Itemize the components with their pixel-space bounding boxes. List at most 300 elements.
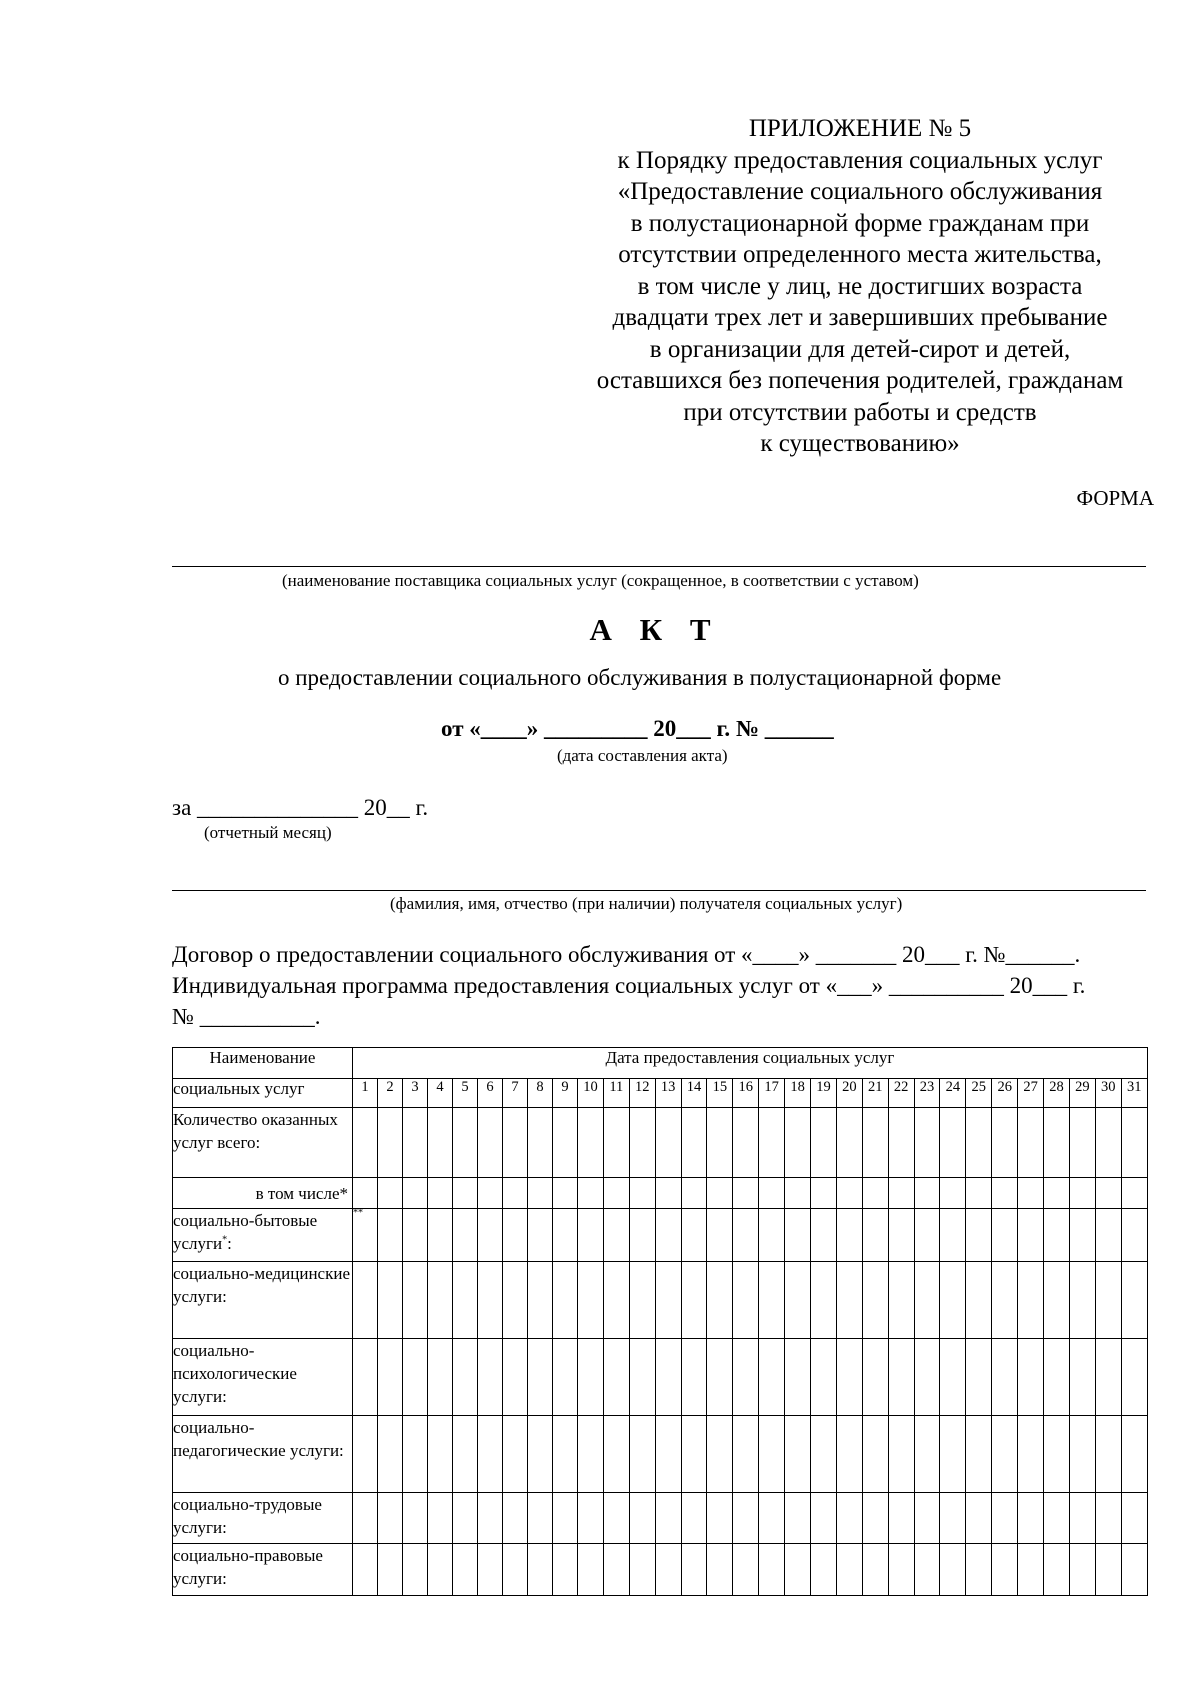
day-cell bbox=[629, 1178, 655, 1209]
day-cell bbox=[603, 1209, 629, 1262]
day-cell bbox=[428, 1209, 453, 1262]
day-cell bbox=[811, 1108, 837, 1178]
day-cell bbox=[553, 1544, 578, 1596]
day-cell bbox=[603, 1178, 629, 1209]
day-cell bbox=[681, 1544, 707, 1596]
day-cell bbox=[940, 1209, 966, 1262]
day-header-cell: 5 bbox=[453, 1079, 478, 1108]
day-cell bbox=[378, 1108, 403, 1178]
appendix-line: к существованию» bbox=[760, 430, 960, 457]
day-cell bbox=[428, 1493, 453, 1544]
day-cell bbox=[528, 1108, 553, 1178]
day-cell bbox=[578, 1544, 604, 1596]
day-cell bbox=[836, 1262, 862, 1339]
day-cell bbox=[629, 1339, 655, 1416]
day-header-cell: 27 bbox=[1018, 1079, 1044, 1108]
day-cell bbox=[707, 1493, 733, 1544]
appendix-line: в том числе у лиц, не достигших возраста bbox=[637, 272, 1083, 300]
day-cell bbox=[655, 1416, 681, 1493]
day-cell bbox=[836, 1416, 862, 1493]
day-cell bbox=[1018, 1209, 1044, 1262]
day-cell bbox=[914, 1544, 940, 1596]
day-cell bbox=[528, 1178, 553, 1209]
day-cell bbox=[553, 1493, 578, 1544]
day-cell bbox=[528, 1416, 553, 1493]
day-cell bbox=[578, 1493, 604, 1544]
day-cell bbox=[707, 1108, 733, 1178]
day-cell bbox=[353, 1262, 378, 1339]
day-cell bbox=[1044, 1262, 1070, 1339]
day-cell bbox=[707, 1262, 733, 1339]
contract-line: Договор о предоставлении социального обслуживания от «____» _______ 20___ г. №______. bbox=[172, 942, 1081, 967]
day-cell bbox=[478, 1108, 503, 1178]
day-cell bbox=[733, 1108, 759, 1178]
table-row bbox=[173, 1178, 1148, 1209]
day-cell bbox=[914, 1339, 940, 1416]
day-cell bbox=[966, 1339, 992, 1416]
day-cell bbox=[1095, 1262, 1121, 1339]
day-cell bbox=[453, 1178, 478, 1209]
day-cell bbox=[862, 1339, 888, 1416]
day-header-cell: 2 bbox=[378, 1079, 403, 1108]
day-header-cell: 1 bbox=[353, 1079, 378, 1108]
day-cell bbox=[655, 1339, 681, 1416]
day-cell bbox=[733, 1544, 759, 1596]
day-header-cell: 28 bbox=[1044, 1079, 1070, 1108]
day-cell bbox=[681, 1209, 707, 1262]
row-label-pedagogical: социально-педагогические услуги: bbox=[173, 1416, 353, 1493]
day-cell bbox=[353, 1339, 378, 1416]
day-cell bbox=[1069, 1339, 1095, 1416]
day-cell bbox=[528, 1339, 553, 1416]
day-cell bbox=[888, 1108, 914, 1178]
day-cell bbox=[478, 1416, 503, 1493]
day-cell bbox=[681, 1262, 707, 1339]
day-cell bbox=[836, 1178, 862, 1209]
day-cell bbox=[478, 1262, 503, 1339]
day-cell bbox=[1044, 1178, 1070, 1209]
day-cell bbox=[503, 1209, 528, 1262]
day-cell bbox=[553, 1339, 578, 1416]
day-header-cell: 3 bbox=[403, 1079, 428, 1108]
day-cell bbox=[992, 1178, 1018, 1209]
day-cell bbox=[811, 1544, 837, 1596]
day-cell bbox=[378, 1262, 403, 1339]
day-cell bbox=[733, 1339, 759, 1416]
day-cell bbox=[1044, 1339, 1070, 1416]
table-header-row bbox=[173, 1048, 1148, 1079]
day-cell bbox=[785, 1493, 811, 1544]
day-cell bbox=[681, 1493, 707, 1544]
day-cell bbox=[1044, 1416, 1070, 1493]
recipient-caption: (фамилия, имя, отчество (при наличии) получателя социальных услуг) bbox=[390, 894, 903, 913]
day-header-cell: 13 bbox=[655, 1079, 681, 1108]
day-cell bbox=[378, 1544, 403, 1596]
day-cell bbox=[403, 1178, 428, 1209]
day-cell bbox=[966, 1262, 992, 1339]
day-cell bbox=[1018, 1339, 1044, 1416]
day-cell bbox=[862, 1416, 888, 1493]
act-subtitle: о предоставлении социального обслуживания в полустационарной форме bbox=[278, 665, 1002, 690]
day-cell bbox=[759, 1262, 785, 1339]
day-cell bbox=[655, 1544, 681, 1596]
day-cell bbox=[785, 1178, 811, 1209]
day-cell bbox=[453, 1544, 478, 1596]
day-cell bbox=[1121, 1416, 1147, 1493]
day-cell bbox=[1121, 1262, 1147, 1339]
day-cell bbox=[836, 1108, 862, 1178]
day-cell bbox=[453, 1262, 478, 1339]
day-cell bbox=[862, 1209, 888, 1262]
day-cell bbox=[785, 1209, 811, 1262]
day-cell bbox=[1095, 1178, 1121, 1209]
day-header-cell: 11 bbox=[603, 1079, 629, 1108]
day-cell bbox=[378, 1339, 403, 1416]
day-cell bbox=[453, 1493, 478, 1544]
day-cell bbox=[453, 1209, 478, 1262]
day-cell bbox=[1069, 1416, 1095, 1493]
day-cell bbox=[862, 1262, 888, 1339]
day-cell bbox=[759, 1493, 785, 1544]
day-cell bbox=[862, 1108, 888, 1178]
day-cell bbox=[785, 1108, 811, 1178]
day-cell bbox=[940, 1262, 966, 1339]
day-cell bbox=[1044, 1544, 1070, 1596]
act-date-line: от «____» _________ 20___ г. № ______ bbox=[441, 716, 834, 741]
day-cell bbox=[428, 1178, 453, 1209]
day-cell bbox=[1095, 1544, 1121, 1596]
day-cell bbox=[553, 1108, 578, 1178]
day-header-cell: 25 bbox=[966, 1079, 992, 1108]
day-cell bbox=[759, 1416, 785, 1493]
days-header-row bbox=[173, 1079, 1148, 1108]
day-cell bbox=[629, 1544, 655, 1596]
day-cell bbox=[914, 1108, 940, 1178]
day-cell bbox=[914, 1262, 940, 1339]
appendix-line: в полустационарной форме гражданам при bbox=[630, 209, 1090, 237]
day-cell bbox=[478, 1544, 503, 1596]
appendix-line: оставшихся без попечения родителей, гражданам bbox=[596, 367, 1124, 394]
day-cell bbox=[578, 1339, 604, 1416]
day-cell bbox=[1121, 1209, 1147, 1262]
day-cell bbox=[1044, 1493, 1070, 1544]
day-cell bbox=[428, 1416, 453, 1493]
day-cell bbox=[1018, 1262, 1044, 1339]
day-cell bbox=[759, 1339, 785, 1416]
day-cell bbox=[681, 1108, 707, 1178]
day-cell bbox=[733, 1262, 759, 1339]
day-cell bbox=[378, 1178, 403, 1209]
day-cell bbox=[681, 1339, 707, 1416]
day-cell bbox=[578, 1262, 604, 1339]
program-number-line: № __________. bbox=[172, 1004, 321, 1029]
table-row bbox=[173, 1544, 1148, 1596]
day-cell bbox=[478, 1339, 503, 1416]
day-cell bbox=[553, 1262, 578, 1339]
day-cell bbox=[403, 1544, 428, 1596]
reporting-period-caption: (отчетный месяц) bbox=[204, 823, 332, 842]
day-cell bbox=[1095, 1416, 1121, 1493]
services-table bbox=[172, 1047, 1148, 1596]
day-cell bbox=[353, 1544, 378, 1596]
day-cell bbox=[811, 1493, 837, 1544]
day-cell bbox=[1095, 1209, 1121, 1262]
day-cell bbox=[503, 1544, 528, 1596]
day-cell bbox=[655, 1209, 681, 1262]
day-cell bbox=[353, 1178, 378, 1209]
day-header-cell: 6 bbox=[478, 1079, 503, 1108]
day-cell bbox=[353, 1209, 378, 1262]
day-cell bbox=[785, 1416, 811, 1493]
day-cell bbox=[528, 1493, 553, 1544]
day-cell bbox=[528, 1544, 553, 1596]
day-cell bbox=[888, 1262, 914, 1339]
day-cell bbox=[403, 1108, 428, 1178]
day-header-cell: 22 bbox=[888, 1079, 914, 1108]
day-cell bbox=[811, 1339, 837, 1416]
day-cell bbox=[888, 1339, 914, 1416]
day-header-cell: 14 bbox=[681, 1079, 707, 1108]
day-cell bbox=[553, 1178, 578, 1209]
day-cell bbox=[1069, 1209, 1095, 1262]
day-cell bbox=[428, 1544, 453, 1596]
day-cell bbox=[992, 1339, 1018, 1416]
day-cell bbox=[862, 1544, 888, 1596]
day-cell bbox=[759, 1544, 785, 1596]
day-cell bbox=[629, 1493, 655, 1544]
day-cell bbox=[629, 1416, 655, 1493]
appendix-header bbox=[560, 113, 1160, 460]
day-cell bbox=[707, 1178, 733, 1209]
day-cell bbox=[603, 1339, 629, 1416]
day-cell bbox=[888, 1178, 914, 1209]
day-cell bbox=[403, 1339, 428, 1416]
day-cell bbox=[681, 1416, 707, 1493]
day-cell bbox=[707, 1544, 733, 1596]
day-cell bbox=[811, 1209, 837, 1262]
day-cell bbox=[785, 1339, 811, 1416]
day-cell bbox=[914, 1493, 940, 1544]
day-cell bbox=[478, 1178, 503, 1209]
day-cell bbox=[1018, 1178, 1044, 1209]
day-cell bbox=[603, 1108, 629, 1178]
day-cell bbox=[785, 1544, 811, 1596]
day-cell bbox=[629, 1209, 655, 1262]
day-cell bbox=[940, 1493, 966, 1544]
row-label-labor: социально-трудовые услуги: bbox=[173, 1493, 353, 1544]
day-cell bbox=[578, 1416, 604, 1493]
form-label: ФОРМА bbox=[1076, 486, 1154, 510]
footnote-mark: ** bbox=[353, 1207, 363, 1219]
day-cell bbox=[811, 1262, 837, 1339]
day-cell bbox=[733, 1416, 759, 1493]
day-cell bbox=[1121, 1493, 1147, 1544]
day-cell bbox=[655, 1108, 681, 1178]
day-cell bbox=[1018, 1493, 1044, 1544]
day-cell bbox=[503, 1262, 528, 1339]
day-cell bbox=[655, 1493, 681, 1544]
day-cell bbox=[862, 1493, 888, 1544]
day-cell bbox=[940, 1416, 966, 1493]
day-cell bbox=[1069, 1544, 1095, 1596]
day-header-cell: 16 bbox=[733, 1079, 759, 1108]
day-cell bbox=[836, 1209, 862, 1262]
day-cell bbox=[966, 1416, 992, 1493]
day-cell bbox=[353, 1416, 378, 1493]
day-cell bbox=[453, 1416, 478, 1493]
day-header-cell: 15 bbox=[707, 1079, 733, 1108]
appendix-line: к Порядку предоставления социальных услуг bbox=[617, 146, 1103, 174]
table-row bbox=[173, 1108, 1148, 1178]
day-header-cell: 7 bbox=[503, 1079, 528, 1108]
day-cell bbox=[966, 1178, 992, 1209]
day-cell bbox=[1069, 1178, 1095, 1209]
day-cell bbox=[681, 1178, 707, 1209]
appendix-line: отсутствии определенного места жительства, bbox=[618, 241, 1102, 268]
row-label-household bbox=[173, 1209, 353, 1262]
day-header-cell: 17 bbox=[759, 1079, 785, 1108]
day-cell bbox=[914, 1178, 940, 1209]
table-row bbox=[173, 1493, 1148, 1544]
reporting-period-line: за ______________ 20__ г. bbox=[172, 795, 429, 820]
table-row bbox=[173, 1416, 1148, 1493]
day-cell bbox=[603, 1262, 629, 1339]
name-column-header: Наименование bbox=[173, 1048, 353, 1079]
day-cell bbox=[992, 1262, 1018, 1339]
day-cell bbox=[528, 1262, 553, 1339]
table-row bbox=[173, 1262, 1148, 1339]
name-column-header-bottom: социальных услуг bbox=[173, 1079, 353, 1108]
footnote-mark: * bbox=[222, 1234, 228, 1246]
day-cell bbox=[403, 1493, 428, 1544]
day-cell bbox=[553, 1416, 578, 1493]
appendix-line: ПРИЛОЖЕНИЕ № 5 bbox=[748, 115, 972, 142]
day-cell bbox=[862, 1178, 888, 1209]
day-cell bbox=[378, 1416, 403, 1493]
day-cell bbox=[503, 1178, 528, 1209]
day-cell bbox=[733, 1209, 759, 1262]
day-cell bbox=[992, 1416, 1018, 1493]
row-label-total: Количество оказанных услуг всего: bbox=[173, 1108, 353, 1178]
day-cell bbox=[836, 1493, 862, 1544]
appendix-line: «Предоставление социального обслуживания bbox=[617, 178, 1103, 205]
dates-column-header: Дата предоставления социальных услуг bbox=[353, 1048, 1148, 1079]
day-cell bbox=[940, 1544, 966, 1596]
day-cell bbox=[1069, 1493, 1095, 1544]
day-cell bbox=[888, 1416, 914, 1493]
day-cell bbox=[503, 1339, 528, 1416]
day-header-cell: 29 bbox=[1069, 1079, 1095, 1108]
day-cell bbox=[1121, 1108, 1147, 1178]
day-cell bbox=[603, 1416, 629, 1493]
day-cell bbox=[940, 1339, 966, 1416]
day-cell bbox=[403, 1209, 428, 1262]
day-cell bbox=[733, 1178, 759, 1209]
day-cell bbox=[707, 1416, 733, 1493]
row-label-household-text: социально-бытовые услуги bbox=[173, 1211, 318, 1253]
row-label-household-colon: : bbox=[227, 1234, 232, 1253]
appendix-line: двадцати трех лет и завершивших пребывание bbox=[612, 304, 1108, 331]
day-cell bbox=[428, 1262, 453, 1339]
table-row bbox=[173, 1339, 1148, 1416]
day-cell bbox=[992, 1108, 1018, 1178]
day-cell bbox=[378, 1493, 403, 1544]
day-cell bbox=[629, 1108, 655, 1178]
day-cell bbox=[1121, 1178, 1147, 1209]
day-cell bbox=[888, 1493, 914, 1544]
day-cell bbox=[992, 1493, 1018, 1544]
day-cell bbox=[353, 1493, 378, 1544]
day-cell bbox=[940, 1108, 966, 1178]
day-cell bbox=[811, 1416, 837, 1493]
provider-caption: (наименование поставщика социальных услуг (сокращенное, в соответствии с уставом) bbox=[282, 571, 919, 590]
day-header-cell: 31 bbox=[1121, 1079, 1147, 1108]
day-header-cell: 23 bbox=[914, 1079, 940, 1108]
row-label-medical: социально-медицинские услуги: bbox=[173, 1262, 353, 1339]
day-cell bbox=[759, 1209, 785, 1262]
program-line: Индивидуальная программа предоставления социальных услуг от «___» __________ 20___ г. bbox=[172, 973, 1086, 998]
day-cell bbox=[914, 1416, 940, 1493]
row-label-legal: социально-правовые услуги: bbox=[173, 1544, 353, 1596]
day-header-cell: 10 bbox=[578, 1079, 604, 1108]
day-cell bbox=[1018, 1544, 1044, 1596]
day-header-cell: 24 bbox=[940, 1079, 966, 1108]
day-cell bbox=[428, 1108, 453, 1178]
day-cell bbox=[428, 1339, 453, 1416]
day-cell bbox=[453, 1108, 478, 1178]
day-cell bbox=[759, 1178, 785, 1209]
act-date-caption: (дата составления акта) bbox=[557, 746, 728, 765]
day-cell bbox=[1044, 1209, 1070, 1262]
day-cell bbox=[453, 1339, 478, 1416]
day-cell bbox=[1018, 1416, 1044, 1493]
day-cell bbox=[553, 1209, 578, 1262]
provider-name-line bbox=[172, 566, 1146, 567]
day-cell bbox=[1121, 1339, 1147, 1416]
day-cell bbox=[528, 1209, 553, 1262]
day-cell bbox=[578, 1209, 604, 1262]
day-cell bbox=[914, 1209, 940, 1262]
day-cell bbox=[353, 1108, 378, 1178]
day-cell bbox=[940, 1178, 966, 1209]
day-cell bbox=[503, 1493, 528, 1544]
day-cell bbox=[733, 1493, 759, 1544]
day-cell bbox=[836, 1544, 862, 1596]
day-cell bbox=[888, 1544, 914, 1596]
day-cell bbox=[1018, 1108, 1044, 1178]
act-title: А К Т bbox=[589, 612, 721, 647]
day-header-cell: 12 bbox=[629, 1079, 655, 1108]
day-cell bbox=[478, 1493, 503, 1544]
day-cell bbox=[403, 1416, 428, 1493]
day-cell bbox=[966, 1209, 992, 1262]
row-label-psychological: социально-психологические услуги: bbox=[173, 1339, 353, 1416]
table-row bbox=[173, 1209, 1148, 1262]
day-cell bbox=[1044, 1108, 1070, 1178]
day-cell bbox=[478, 1209, 503, 1262]
day-cell bbox=[707, 1339, 733, 1416]
day-header-cell: 26 bbox=[992, 1079, 1018, 1108]
day-cell bbox=[966, 1544, 992, 1596]
appendix-line: при отсутствии работы и средств bbox=[683, 398, 1037, 426]
day-header-cell: 30 bbox=[1095, 1079, 1121, 1108]
day-cell bbox=[503, 1108, 528, 1178]
day-cell bbox=[603, 1544, 629, 1596]
day-cell bbox=[378, 1209, 403, 1262]
day-cell bbox=[503, 1416, 528, 1493]
day-header-cell: 8 bbox=[528, 1079, 553, 1108]
day-cell bbox=[1095, 1339, 1121, 1416]
